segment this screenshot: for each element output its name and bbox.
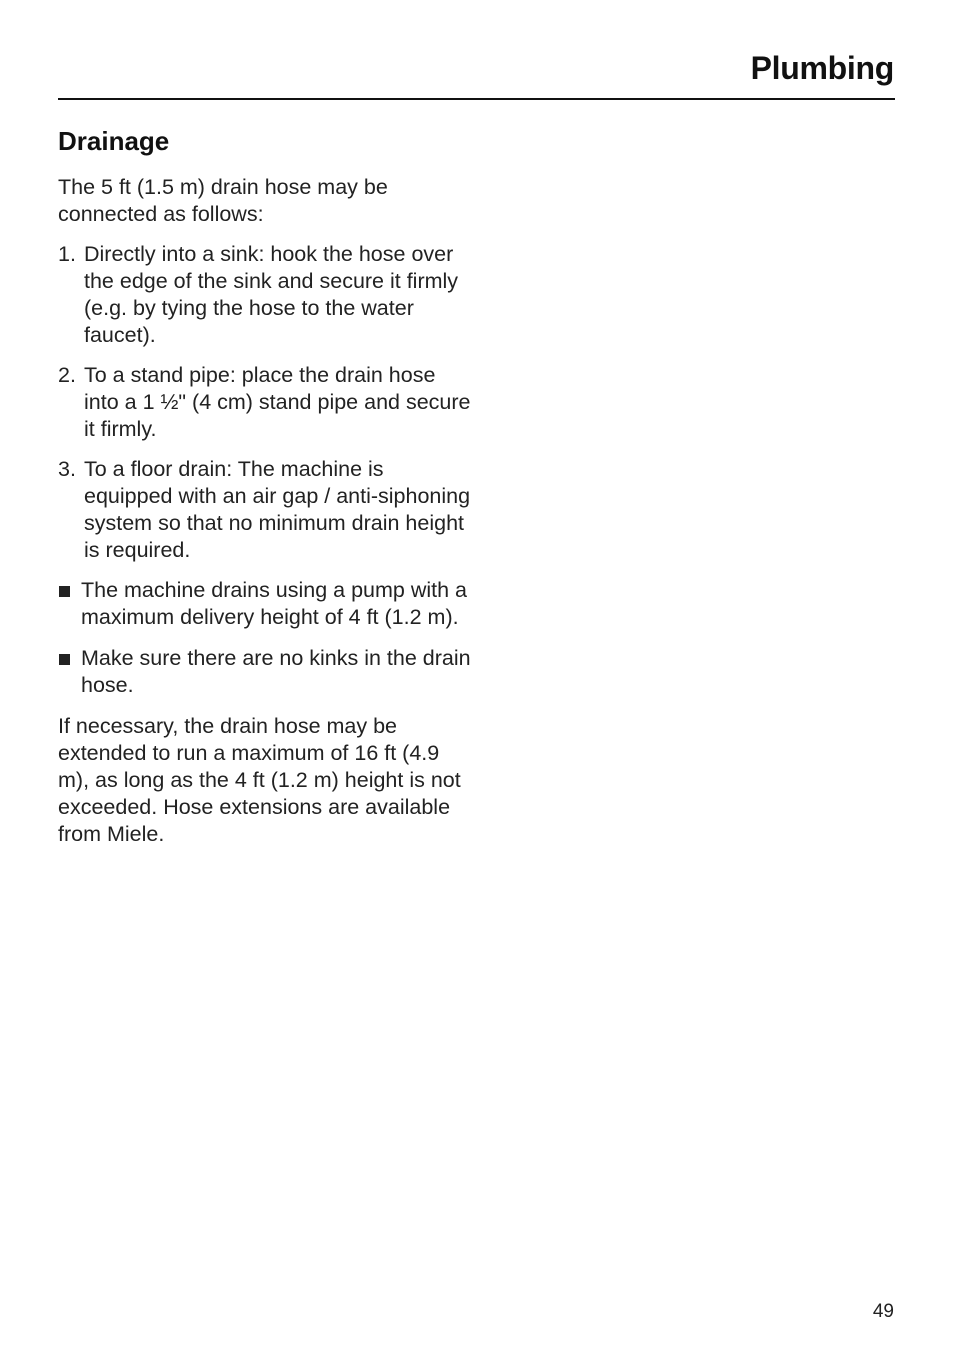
step-text: To a floor drain: The machine is equipped with an air gap / anti-siphoning system so that no minimum drain height is required. — [84, 457, 471, 562]
step-number: 3. — [58, 457, 76, 481]
page-title: Plumbing — [750, 50, 894, 86]
step-item-3 — [58, 456, 473, 564]
section-heading: Drainage — [58, 126, 170, 156]
page-number: 49 — [872, 1301, 894, 1322]
step-text: To a stand pipe: place the drain hose into a 1 ½" (4 cm) stand pipe and secure it firmly. — [84, 363, 471, 441]
numbered-steps — [58, 241, 473, 564]
step-number: 2. — [58, 363, 76, 387]
bullet-item-1 — [58, 577, 473, 631]
step-text: Directly into a sink: hook the hose over the edge of the sink and secure it firmly (e.g. by tying the hose to the water faucet). — [84, 242, 459, 347]
square-bullet-icon — [59, 586, 70, 597]
square-bullet-icon — [59, 654, 70, 665]
step-item-1 — [58, 241, 473, 349]
closing-paragraph: If necessary, the drain hose may be extended to run a maximum of 16 ft (4.9 m), as long as the 4 ft (1.2 m) height is not exceeded. Hose extensions are available from Miele. — [58, 714, 461, 846]
step-item-2 — [58, 362, 473, 443]
header-rule — [58, 98, 895, 100]
bullet-item-2 — [58, 645, 473, 699]
bullet-text: Make sure there are no kinks in the drain hose. — [81, 646, 471, 697]
intro-paragraph: The 5 ft (1.5 m) drain hose may be connected as follows: — [58, 175, 388, 226]
step-number: 1. — [58, 242, 76, 266]
drainage-section — [58, 124, 473, 861]
bullet-list — [58, 577, 473, 699]
bullet-text: The machine drains using a pump with a maximum delivery height of 4 ft (1.2 m). — [81, 578, 468, 629]
